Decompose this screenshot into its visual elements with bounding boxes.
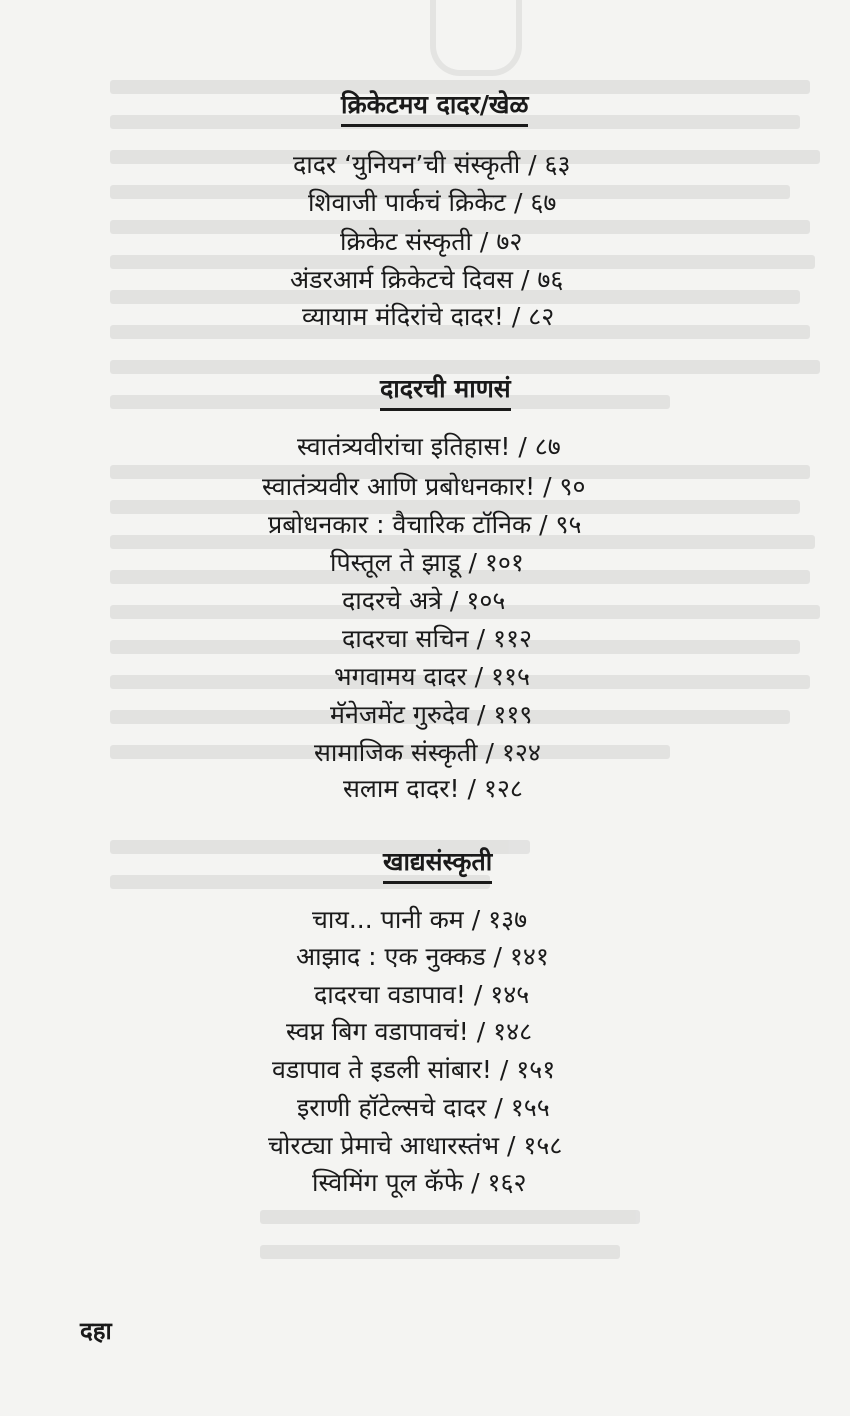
toc-entry: दादर ‘युनियन’ची संस्कृती / ६३ bbox=[293, 150, 571, 179]
entry-title: प्रबोधनकार : वैचारिक टॉनिक bbox=[268, 510, 532, 539]
entry-page: ६३ bbox=[544, 150, 571, 179]
toc-entry: सामाजिक संस्कृती / १२४ bbox=[314, 738, 541, 767]
toc-entry: स्वातंत्र्यवीर आणि प्रबोधनकार! / ९० bbox=[262, 472, 586, 501]
entry-page: १५५ bbox=[510, 1093, 550, 1122]
toc-entry: चाय... पानी कम / १३७ bbox=[312, 905, 528, 934]
section-heading: क्रिकेटमय दादर/खेळ bbox=[341, 88, 528, 127]
entry-title: अंडरआर्म क्रिकेटचे दिवस bbox=[290, 265, 513, 294]
toc-entry: स्वप्न बिग वडापावचं! / १४८ bbox=[286, 1017, 533, 1046]
toc-entry: दादरचे अत्रे / १०५ bbox=[342, 586, 506, 615]
entry-page: ९५ bbox=[555, 510, 582, 539]
toc-entry: स्वातंत्र्यवीरांचा इतिहास! / ८७ bbox=[297, 432, 561, 461]
entry-title: मॅनेजमेंट गुरुदेव bbox=[330, 700, 470, 729]
entry-page: १४५ bbox=[490, 980, 530, 1009]
toc-entry: पिस्तूल ते झाडू / १०१ bbox=[330, 548, 524, 577]
entry-title: दादरचे अत्रे bbox=[342, 586, 442, 615]
toc-entry: चोरट्या प्रेमाचे आधारस्तंभ / १५८ bbox=[268, 1131, 563, 1160]
entry-page: १२८ bbox=[483, 774, 523, 803]
entry-page: १५८ bbox=[523, 1131, 563, 1160]
entry-page: १०५ bbox=[466, 586, 506, 615]
entry-title: क्रिकेट संस्कृती bbox=[340, 227, 472, 256]
entry-title: दादर ‘युनियन’ची संस्कृती bbox=[293, 150, 521, 179]
section-heading: खाद्यसंस्कृती bbox=[383, 845, 492, 884]
entry-page: १२४ bbox=[501, 738, 541, 767]
entry-page: १३७ bbox=[488, 905, 528, 934]
entry-title: स्वप्न बिग वडापावचं! bbox=[286, 1017, 469, 1046]
toc-entry: स्विमिंग पूल कॅफे / १६२ bbox=[312, 1168, 527, 1197]
entry-page: ७२ bbox=[496, 227, 523, 256]
section-heading: दादरची माणसं bbox=[380, 372, 511, 411]
toc-entry: आझाद : एक नुक्कड / १४१ bbox=[296, 942, 549, 971]
entry-title: व्यायाम मंदिरांचे दादर! bbox=[302, 302, 504, 331]
toc-entry: मॅनेजमेंट गुरुदेव / ११९ bbox=[330, 700, 533, 729]
page-folio: दहा bbox=[80, 1317, 112, 1345]
entry-page: ८७ bbox=[534, 432, 561, 461]
entry-page: ११९ bbox=[493, 700, 533, 729]
entry-title: वडापाव ते इडली सांबार! bbox=[272, 1055, 492, 1084]
entry-title: चाय... पानी कम bbox=[312, 905, 464, 934]
entry-title: इराणी हॉटेल्सचे दादर bbox=[297, 1093, 487, 1122]
toc-entry: वडापाव ते इडली सांबार! / १५१ bbox=[272, 1055, 556, 1084]
toc-entry: दादरचा सचिन / ११२ bbox=[342, 624, 533, 653]
entry-title: स्वातंत्र्यवीर आणि प्रबोधनकार! bbox=[262, 472, 536, 501]
entry-page: ११५ bbox=[491, 662, 531, 691]
entry-page: १४१ bbox=[509, 942, 549, 971]
entry-title: स्विमिंग पूल कॅफे bbox=[312, 1168, 464, 1197]
entry-title: स्वातंत्र्यवीरांचा इतिहास! bbox=[297, 432, 511, 461]
entry-page: १०१ bbox=[484, 548, 524, 577]
toc-entry: भगवामय दादर / ११५ bbox=[334, 662, 531, 691]
entry-page: ७६ bbox=[537, 265, 564, 294]
toc-entry: शिवाजी पार्कचं क्रिकेट / ६७ bbox=[308, 188, 557, 217]
entry-title: दादरचा वडापाव! bbox=[314, 980, 466, 1009]
entry-title: चोरट्या प्रेमाचे आधारस्तंभ bbox=[268, 1131, 500, 1160]
entry-title: सामाजिक संस्कृती bbox=[314, 738, 478, 767]
toc-entry: दादरचा वडापाव! / १४५ bbox=[314, 980, 530, 1009]
entry-title: दादरचा सचिन bbox=[342, 624, 469, 653]
entry-title: शिवाजी पार्कचं क्रिकेट bbox=[308, 188, 506, 217]
entry-page: ६७ bbox=[530, 188, 557, 217]
toc-entry: प्रबोधनकार : वैचारिक टॉनिक / ९५ bbox=[268, 510, 582, 539]
entry-page: १४८ bbox=[493, 1017, 533, 1046]
entry-page: १५१ bbox=[516, 1055, 556, 1084]
entry-page: ८२ bbox=[528, 302, 555, 331]
entry-title: पिस्तूल ते झाडू bbox=[330, 548, 461, 577]
toc-entry: क्रिकेट संस्कृती / ७२ bbox=[340, 227, 523, 256]
toc-entry: व्यायाम मंदिरांचे दादर! / ८२ bbox=[302, 302, 555, 331]
entry-page: ११२ bbox=[493, 624, 533, 653]
toc-entry: अंडरआर्म क्रिकेटचे दिवस / ७६ bbox=[290, 265, 564, 294]
entry-page: ९० bbox=[559, 472, 586, 501]
toc-entry: सलाम दादर! / १२८ bbox=[343, 774, 523, 803]
entry-page: १६२ bbox=[487, 1168, 527, 1197]
toc-entry: इराणी हॉटेल्सचे दादर / १५५ bbox=[297, 1093, 550, 1122]
entry-title: भगवामय दादर bbox=[334, 662, 467, 691]
entry-title: सलाम दादर! bbox=[343, 774, 460, 803]
entry-title: आझाद : एक नुक्कड bbox=[296, 942, 486, 971]
